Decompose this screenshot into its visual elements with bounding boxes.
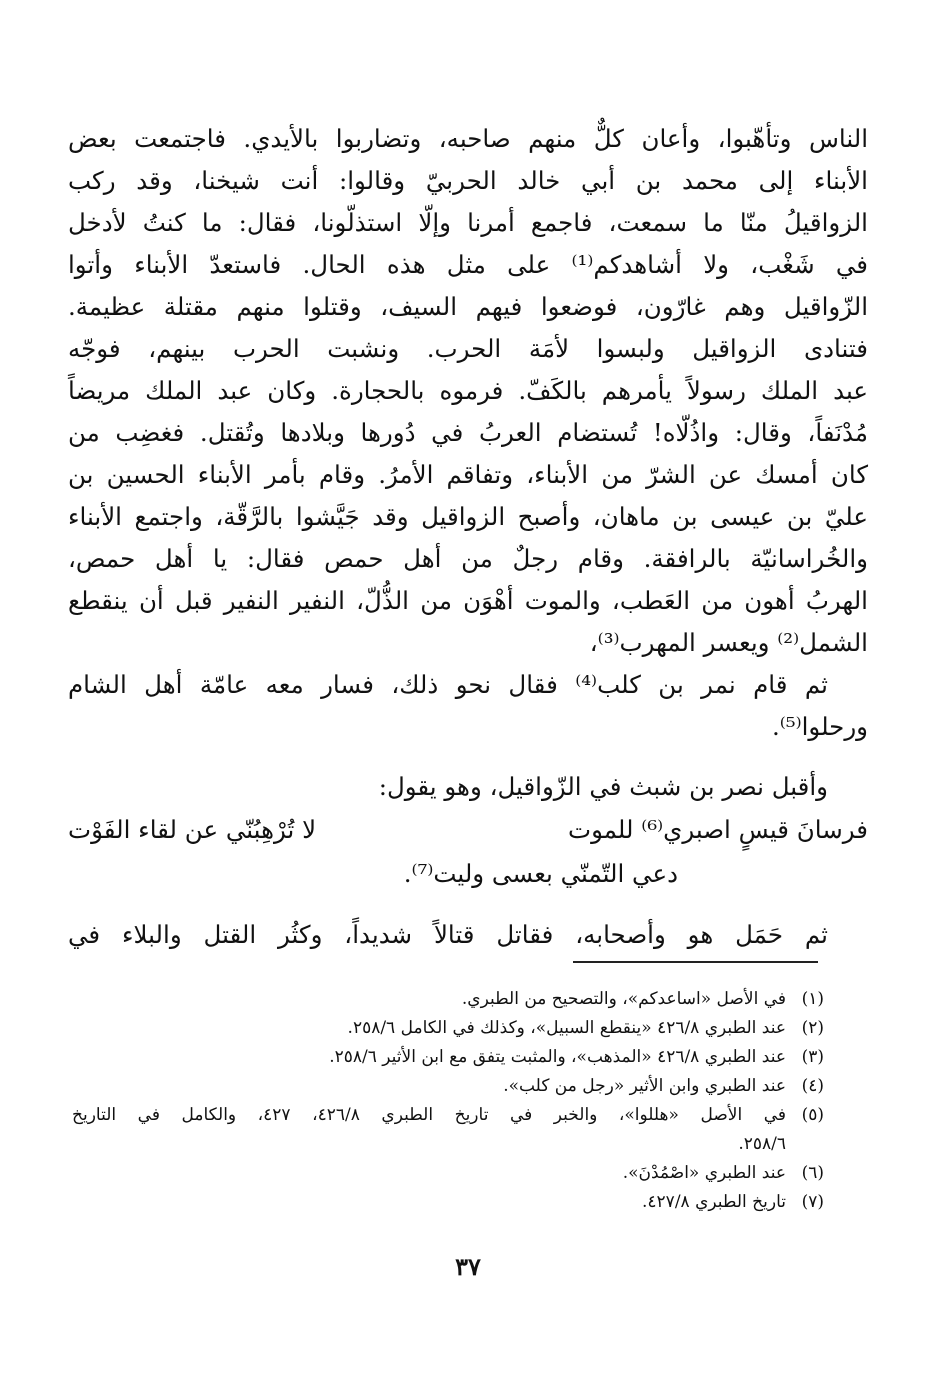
paragraph-gap-2 [68,896,868,914]
footnotes [72,985,824,1217]
footnote-text: عند الطبري «اصْمُدْنَ». [622,1163,786,1183]
main-text [68,118,868,956]
footnote-number: (٧) [801,1192,824,1212]
footnote-number: (٤) [801,1076,824,1096]
text-line-11: والخُراسانيّة بالرافقة. وقام رجلٌ من أهل حمص فقال: يا أهل حمص، [68,544,868,573]
footnote-text: في الأصل «اساعدكم»، والتصحيح من الطبري. [461,989,786,1009]
text-line-13: الشمل⁽²⁾ ويعسر المهرب⁽³⁾، [589,628,868,657]
page-number: ٣٧ [455,1252,481,1281]
footnote-number: (١) [801,989,824,1009]
footnote-2 [72,1014,824,1043]
text-line-4: في شَغْب، ولا أشاهدكم⁽¹⁾ على مثل هذه الحال. فاستعدّ الأبناء وأتوا [68,250,868,279]
footnote-5 [72,1101,824,1130]
text-line-12: الهربُ أهون من العَطب، والموت أهْوَن من الذُّلّ، النفير النفير قبل أن ينقطع [68,586,868,615]
text-line-9: كان أمسك عن الشرّ من الأبناء، وتفاقم الأمرُ. وقام بأمر الأبناء الحسين بن [68,460,868,489]
footnote-text: تاريخ الطبري ٤٢٧/٨. [642,1192,786,1212]
text-line-2: الأبناء إلى محمد بن أبي خالد الحربيّ وقالوا: أنت شيخنا، وقد ركب [68,166,868,195]
footnote-divider [573,961,818,963]
text-line-after-verse: ثم حَمَل هو وأصحابه، فقاتل قتالاً شديداً، وكثُر القتل والبلاء في [68,920,828,949]
footnote-3 [72,1043,824,1072]
verse-hemistich-left: لا تُرْهِبُنّي عن لقاء الفَوْت [68,815,317,844]
text-line-15: ورحلوا⁽⁵⁾. [771,712,868,741]
verse-line-2: دعي التّمنّي بعسى وليت⁽⁷⁾. [403,859,678,888]
footnote-7 [72,1188,824,1217]
text-line-5: الزّواقيل وهم غارّون، فوضعوا فيهم السيف، وقتلوا منهم مقتلة عظيمة. [68,292,868,321]
footnote-1 [72,985,824,1014]
footnote-5-continuation: ٢٥٨/٦. [738,1134,786,1154]
text-line-14: ثم قام نمر بن كلب⁽⁴⁾ فقال نحو ذلك، فسار معه عامّة أهل الشام [68,670,828,699]
footnote-text: عند الطبري ٤٢٦/٨ «المذهب»، والمثبت يتفق مع ابن الأثير ٢٥٨/٦. [329,1047,786,1067]
poem-verse [68,808,868,896]
text-line-3: الزواقيلُ منّا ما سمعت، فاجمع أمرنا وإلّا استذلّونا، فقال: ما كنتُ لأدخل [68,208,868,237]
footnote-text: في الأصل «هللوا»، والخبر في تاريخ الطبري ٤٢٦/٨، ٤٢٧، والكامل في التاريخ [72,1105,787,1125]
text-line-6: فتنادى الزواقيل ولبسوا لأمَة الحرب. ونشبت الحرب بينهم، فوجّه [68,334,868,363]
footnote-number: (٦) [801,1163,824,1183]
footnote-6 [72,1159,824,1188]
footnote-number: (٣) [801,1047,824,1067]
paragraph-gap [68,748,868,766]
footnote-number: (٢) [801,1018,824,1038]
text-line-8: مُدْنَفاً، وقال: واذُلّاه! تُستضام العربُ في دُورها وبلادها وتُقتل. فغضِب من [68,418,868,447]
text-line-7: عبد الملك رسولاً يأمرهم بالكَفّ. فرموه بالحجارة. وكان عبد الملك مريضاً [68,376,868,405]
footnote-number: (٥) [801,1105,824,1125]
footnote-4 [72,1072,824,1101]
text-line-10: عليّ بن عيسى بن ماهان، وأصبح الزواقيل وقد جَيَّشوا بالرَّقّة، واجتمع الأبناء [68,502,868,531]
verse-line-1 [68,808,868,852]
footnote-text: عند الطبري ٤٢٦/٨ «ينقطع السبيل»، وكذلك في الكامل ٢٥٨/٦. [347,1018,786,1038]
text-line-1: الناس وتأهّبوا، وأعان كلٌّ منهم صاحبه، وتضاربوا بالأيدي. فاجتمعت بعض [68,124,868,153]
footnote-text: عند الطبري وابن الأثير «رجل من كلب». [503,1076,786,1096]
verse-hemistich-right: فرسانَ قيسٍ اصبري⁽⁶⁾ للموت [568,815,868,844]
text-line-16: وأقبل نصر بن شبث في الزّواقيل، وهو يقول: [378,772,828,801]
